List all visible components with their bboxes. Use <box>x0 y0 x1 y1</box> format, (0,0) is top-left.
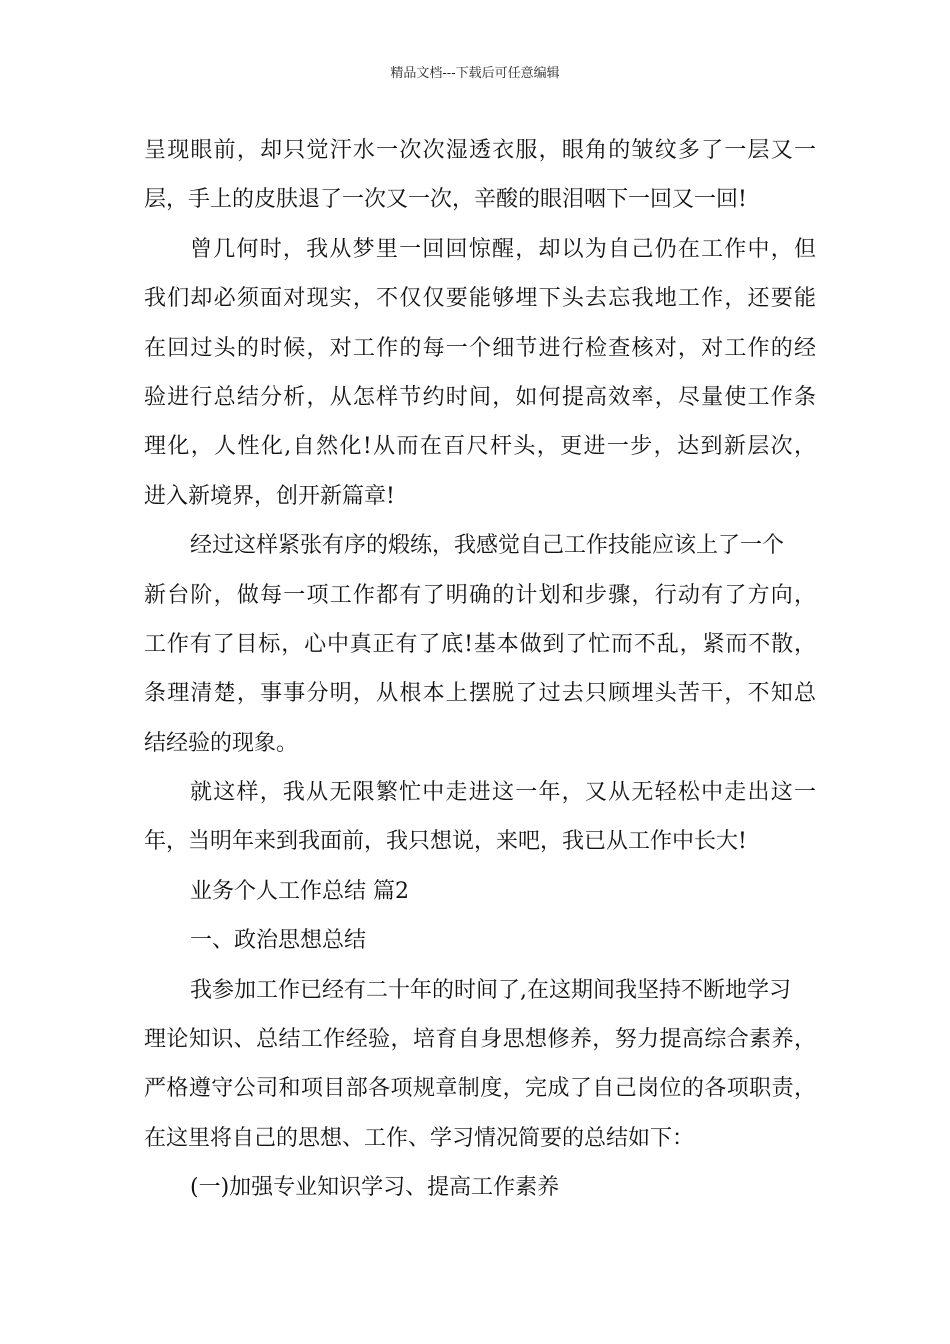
body-text <box>144 126 816 1213</box>
text-line: 年，当明年来到我面前，我只想说，来吧，我已从工作中长大! <box>144 829 747 855</box>
text-line: 经过这样紧张有序的煅练，我感觉自己工作技能应该上了一个 <box>190 533 785 559</box>
text-line: 工作有了目标，心中真正有了底!基本做到了忙而不乱，紧而不散， <box>144 631 816 657</box>
text-line: 层，手上的皮肤退了一次又一次，辛酸的眼泪咽下一回又一回! <box>144 187 747 213</box>
text-line: 就这样，我从无限繁忙中走进这一年，又从无轻松中走出这一 <box>190 780 816 806</box>
text-line: 一、政治思想总结 <box>190 928 367 954</box>
text-line: 结经验的现象。 <box>144 730 299 756</box>
text-line: 理化，人性化,自然化!从而在百尺杆头，更进一步，达到新层次， <box>144 434 816 460</box>
text-line: 曾几何时，我从梦里一回回惊醒，却以为自己仍在工作中，但 <box>190 236 816 262</box>
text-line: 理论知识、总结工作经验，培育自身思想修养，努力提高综合素养， <box>144 1027 816 1053</box>
text-line: 在这里将自己的思想、工作、学习情况简要的总结如下： <box>144 1125 695 1151</box>
text-line: 在回过头的时候，对工作的每一个细节进行检查核对，对工作的经 <box>144 335 816 361</box>
text-line: (一)加强专业知识学习、提高工作素养 <box>190 1175 560 1201</box>
text-line: 业务个人工作总结 篇2 <box>190 878 409 904</box>
text-line: 新台阶，做每一项工作都有了明确的计划和步骤，行动有了方向， <box>144 582 816 608</box>
page-header: 精品文档---下载后可任意编辑 <box>390 66 560 81</box>
text-line: 我们却必须面对现实，不仅仅要能够埋下头去忘我地工作，还要能 <box>144 286 816 312</box>
text-line: 进入新境界，创开新篇章! <box>144 483 395 509</box>
text-line: 条理清楚，事事分明，从根本上摆脱了过去只顾埋头苦干，不知总 <box>144 681 816 707</box>
text-line: 验进行总结分析，从怎样节约时间，如何提高效率，尽量使工作条 <box>144 384 816 410</box>
text-line: 严格遵守公司和项目部各项规章制度，完成了自己岗位的各项职责， <box>144 1076 816 1102</box>
text-line: 我参加工作已经有二十年的时间了,在这期间我坚持不断地学习 <box>190 977 791 1003</box>
text-line: 呈现眼前，却只觉汗水一次次湿透衣服，眼角的皱纹多了一层又一 <box>144 138 816 163</box>
